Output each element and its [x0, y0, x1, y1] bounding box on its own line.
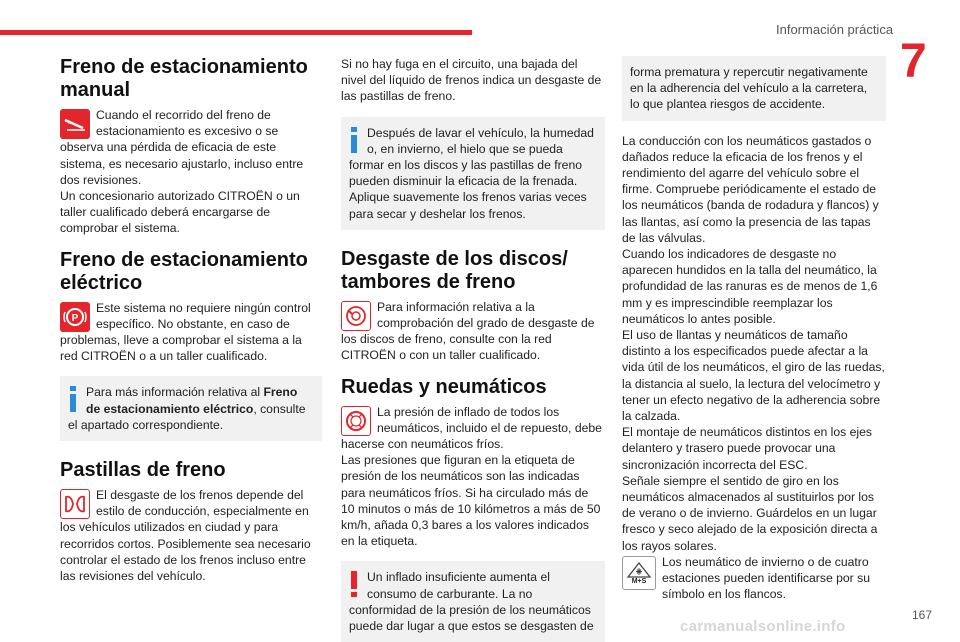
- chapter-number: 7: [900, 35, 927, 88]
- column-1: Freno de estacionamiento manual Cuando el recorrido del freno de estacionamiento es excesivo o se observa una pérdida de eficacia de este sistema, es necesario ajustarlo, incluso entre dos revisiones. Un concesionario autorizado CITROËN o un taller cualificado deberá encargarse de comprobar el sistema. Freno de estacionamiento eléctrico P Este sistema no requiere ningún control específico. No obstante, en caso de problemas, lleve a comprobar el sistema a la red CITROËN o a un taller cualificado. Para más información relativa al Freno de estacionamiento eléctrico, consulte el apartado correspondiente. Pastillas de freno El desgaste de los frenos depende del estilo de conducción, especialmente en los vehículos utilizados en ciudad y para recorridos cortos. Posiblemente sea necesario controlar el estado de los frenos incluso entre las revisiones del vehículo.: [60, 56, 322, 584]
- warning-box-inflado: Un inflado insuficiente aumenta el consumo de carburante. La no conformidad de la presión de los neumáticos puede dar lugar a que estos se desgasten de: [341, 561, 605, 642]
- header-accent-bar: [0, 30, 472, 35]
- page-number: 167: [912, 608, 933, 622]
- brake-disc-icon: [341, 301, 371, 331]
- brake-pads-icon: [60, 489, 90, 519]
- heading-desgaste-discos: Desgaste de los discos/ tambores de freno: [341, 247, 568, 293]
- parking-brake-lever-icon: [60, 109, 90, 139]
- section-title: Información práctica: [776, 22, 894, 37]
- svg-text:P: P: [71, 312, 79, 324]
- heading-ruedas: Ruedas y neumáticos: [341, 375, 547, 398]
- info-box-electrico: Para más información relativa al Freno de estacionamiento eléctrico, consulte el apartado correspondiente.: [60, 376, 322, 441]
- electric-parking-brake-icon: [60, 302, 90, 332]
- tire-icon: [341, 406, 371, 436]
- paragraph-presion: La presión de inflado de todos los neumáticos, incluido el de repuesto, debe hacerse con neumáticos fríos.: [341, 404, 602, 452]
- heading-freno-manual: Freno de estacionamiento manual: [60, 56, 308, 101]
- heading-freno-electrico: Freno de estacionamiento eléctrico: [60, 248, 308, 294]
- paragraph-manual: Cuando el recorrido del freno de estacionamiento es excesivo o se observa una pérdida de eficacia de este sistema, es necesario ajustarlo, incluso entre dos revisiones.: [60, 108, 304, 187]
- mountain-snowflake-icon: [622, 556, 656, 590]
- warning-icon: [351, 571, 357, 597]
- paragraph-desgaste: Para información relativa a la comprobación del grado de desgaste de los discos de freno, consulte con la red CITROËN o con un taller cualificado.: [341, 299, 595, 363]
- watermark: carmanualsonline.info: [680, 618, 846, 635]
- ms-label: M+S: [631, 577, 647, 585]
- column-3: forma prematura y repercutir negativamente en la adherencia del vehículo a la carretera, lo que plantea riesgos de accidente. La conducción con los neumáticos gastados o dañados reduce la eficacia de los frenos y el rendimiento del agarre del vehículo sobre el firme. Compruebe periódicamente el estado de los neumáticos (banda de rodadura y flancos) y las llantas, así como la presencia de las tapas de las válvulas. Cuando los indicadores de desgaste no aparecen hundidos en la talla del neumático, la profundidad de las ranuras es de menos de 1,6 mm y es imprescindible reemplazar los neumáticos lo antes posible. El uso de llantas y neumáticos de tamaño distinto a los especificados puede afectar a la vida útil de los neumáticos, el giro de las ruedas, la distancia al suelo, la lectura del velocímetro y tener un efecto negativo de la adherencia sobre la calzada. El montaje de neumáticos distintos en los ejes delantero y trasero puede provocar una sincronización incorrecta del ESC. Señale siempre el sentido de giro en los neumáticos almacenados al sustituirlos por los de verano o de invierno. Guárdelos en un lugar fresco y seco alejado de la exposición directa a los rayos solares. M+S Los neumático de invierno o de cuatro estaciones pueden identificarse por su símbolo en los flancos.: [622, 56, 886, 603]
- info-icon: [70, 386, 76, 412]
- paragraph-invierno: M+S Los neumático de invierno o de cuatro estaciones pueden identificarse por su símbolo en los flancos.: [622, 554, 886, 603]
- info-icon: [351, 127, 357, 153]
- paragraph-pastillas: El desgaste de los frenos depende del estilo de conducción, especialmente en los vehículos utilizados en ciudad y para recorridos cortos. Posiblemente sea necesario controlar el estado de los frenos incluso entre las revisiones del vehículo.: [60, 488, 311, 584]
- heading-pastillas: Pastillas de freno: [60, 459, 226, 482]
- warning-box-continuation: forma prematura y repercutir negativamente en la adherencia del vehículo a la carretera, lo que plantea riesgos de accidente.: [622, 56, 886, 121]
- column-2: Si no hay fuga en el circuito, una bajada del nivel del líquido de frenos indica un desgaste de las pastillas de freno. Después de lavar el vehículo, la humedad o, en invierno, el hielo que se pueda formar en los discos y las pastillas de freno pueden disminuir la eficacia de la frenada. Aplique suavemente los frenos varias veces para secar y deshelar los frenos. Desgaste de los discos/ tambores de freno Para información relativa a la comprobación del grado de desgaste de los discos de freno, consulte con la red CITROËN o con un taller cualificado. Ruedas y neumáticos La presión de inflado de todos los neumáticos, incluido el de repuesto, debe hacerse con neumáticos fríos. Las presiones que figuran en la etiqueta de presión de los neumáticos son las indicadas para neumáticos fríos. Si ha circulado más de 10 minutos o más de 10 kilómetros a más de 50 km/h, añada 0,3 bares a los valores indicados en la etiqueta. Un inflado insuficiente aumenta el consumo de carburante. La no conformidad de la presión de los neumáticos puede dar lugar a que estos se desgasten de: [341, 56, 605, 642]
- info-box-lavado: Después de lavar el vehículo, la humedad o, en invierno, el hielo que se pueda formar en los discos y las pastillas de freno pueden disminuir la eficacia de la frenada. Aplique suavemente los frenos varias veces para secar y deshelar los frenos.: [341, 117, 605, 230]
- paragraph-electrico: P Este sistema no requiere ningún control específico. No obstante, en caso de problemas, lleve a comprobar el sistema a la red CITROËN o a un taller cualificado.: [60, 300, 311, 364]
